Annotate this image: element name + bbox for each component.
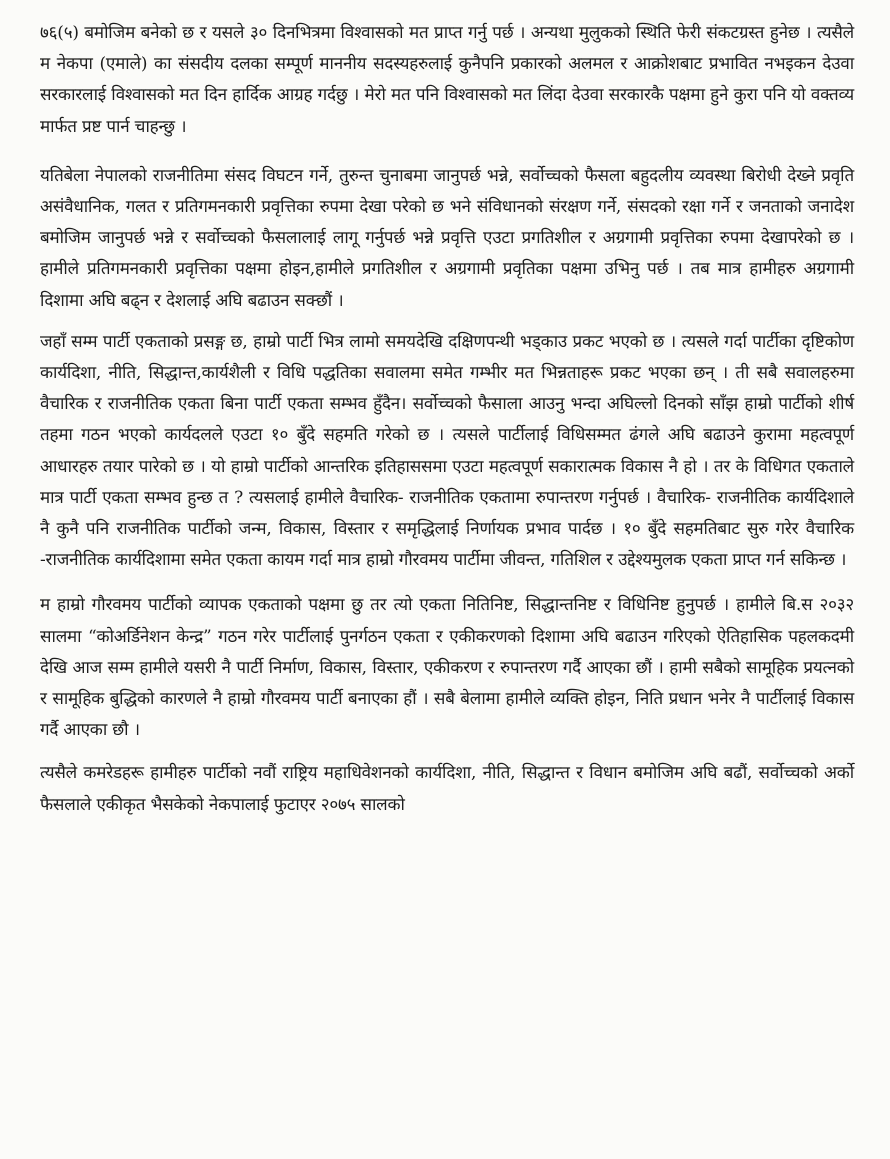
- paragraph-3: जहाँ सम्म पार्टी एकताको प्रसङ्ग छ, हाम्रो पार्टी भित्र लामो समयदेखि दक्षिणपन्थी भड्काउ प्रकट भएको छ । त्यसले गर्दा पार्टीका दृष्टिकोण कार्यदिशा, नीति, सिद्धान्त,कार्यशैली र विधि पद्धतिका सवालमा समेत गम्भीर मत भिन्नताहरू प्रकट भएका छन् । ती सबै सवालहरुमा वैचारिक र राजनीतिक एकता बिना पार्टी एकता सम्भव हुँदैन। सर्वोच्चको फैसाला आउनु भन्दा अघिल्लो दिनको साँझ हाम्रो पार्टीको शीर्ष तहमा गठन भएको कार्यदलले एउटा १० बुँदे सहमति गरेको छ । त्यसले पार्टीलाई विधिसम्मत ढंगले अघि बढाउने कुरामा महत्वपूर्ण आधारहरु तयार पारेको छ । यो हाम्रो पार्टीको आन्तरिक इतिहाससमा एउटा महत्वपूर्ण सकारात्मक विकास नै हो । तर के विधिगत एकताले मात्र पार्टी एकता सम्भव हुन्छ त ? त्यसलाई हामीले वैचारिक- राजनीतिक एकतामा रुपान्तरण गर्नुपर्छ । वैचारिक- राजनीतिक कार्यदिशाले नै कुनै पनि राजनीतिक पार्टीको जन्म, विकास, विस्तार र समृद्धिलाई निर्णायक प्रभाव पार्दछ । १० बुँदे सहमतिबाट सुरु गरेर वैचारिक -राजनीतिक कार्यदिशामा समेत एकता कायम गर्दा मात्र हाम्रो गौरवमय पार्टीमा जीवन्त, गतिशिल र उद्देश्यमुलक एकता प्राप्त गर्न सकिन्छ ।: [40, 331, 854, 571]
- paragraph-1: ७६(५) बमोजिम बनेको छ र यसले ३० दिनभित्रमा विश्वासको मत प्राप्त गर्नु पर्छ । अन्यथा मुलुकको स्थिति फेरी संकटग्रस्त हुनेछ । त्यसैले म नेकपा (एमाले) का संसदीय दलका सम्पूर्ण माननीय सदस्यहरुलाई कुनैपनि प्रकारको अलमल र आक्रोशबाट प्रभावित नभइकन देउवा सरकारलाई विश्वासको मत दिन हार्दिक आग्रह गर्दछु । मेरो मत पनि विश्वासको मत लिंदा देउवा सरकारकै पक्षमा हुने कुरा पनि यो वक्तव्य मार्फत प्रष्ट पार्न चाहन्छु ।: [40, 23, 854, 137]
- paragraph-5: त्यसैले कमरेडहरू हामीहरु पार्टीको नवौं राष्ट्रिय महाधिवेशनको कार्यदिशा, नीति, सिद्धान्त र विधान बमोजिम अघि बढौं, सर्वोच्चको अर्को फैसलाले एकीकृत भैसकेको नेकपालाई फुटाएर २०७५ सालको: [40, 763, 854, 815]
- paragraph-4: म हाम्रो गौरवमय पार्टीको व्यापक एकताको पक्षमा छु तर त्यो एकता नितिनिष्ट, सिद्धान्तनिष्ट र विधिनिष्ट हुनुपर्छ । हामीले बि.स २०३२ सालमा “कोअर्डिनेशन केन्द्र” गठन गरेर पार्टीलाई पुनर्गठन एकता र एकीकरणको दिशामा अघि बढाउन गरिएको ऐतिहासिक पहलकदमी देखि आज सम्म हामीले यसरी नै पार्टी निर्माण, विकास, विस्तार, एकीकरण र रुपान्तरण गर्दै आएका छौं । हामी सबैको सामूहिक प्रयत्नको र सामूहिक बुद्धिको कारणले नै हाम्रो गौरवमय पार्टी बनाएका हौं । सबै बेलामा हामीले व्यक्ति होइन, निति प्रधान भनेर नै पार्टीलाई विकास गर्दै आएका छौ ।: [40, 595, 854, 741]
- paragraph-2: यतिबेला नेपालको राजनीतिमा संसद विघटन गर्ने, तुरुन्त चुनाबमा जानुपर्छ भन्ने, सर्वोच्चको फैसला बहुदलीय व्यवस्था बिरोधी देख्ने प्रवृति असंवैधानिक, गलत र प्रतिगमनकारी प्रवृत्तिका रुपमा देखा परेको छ भने संविधानको संरक्षण गर्ने, संसदको रक्षा गर्ने र जनताको जनादेश बमोजिम जानुपर्छ भन्ने र सर्वोच्चको फैसलालाई लागू गर्नुपर्छ भन्ने प्रवृत्ति एउटा प्रगतिशील र अग्रगामी प्रवृत्तिका रुपमा देखापरेको छ । हामीले प्रतिगमनकारी प्रवृत्तिका पक्षमा होइन,हामीले प्रगतिशील र अग्रगामी प्रवृतिका पक्षमा उभिनु पर्छ । तब मात्र हामीहरु अग्रगामी दिशामा अघि बढ्न र देशलाई अघि बढाउन सक्छौं ।: [40, 165, 854, 311]
